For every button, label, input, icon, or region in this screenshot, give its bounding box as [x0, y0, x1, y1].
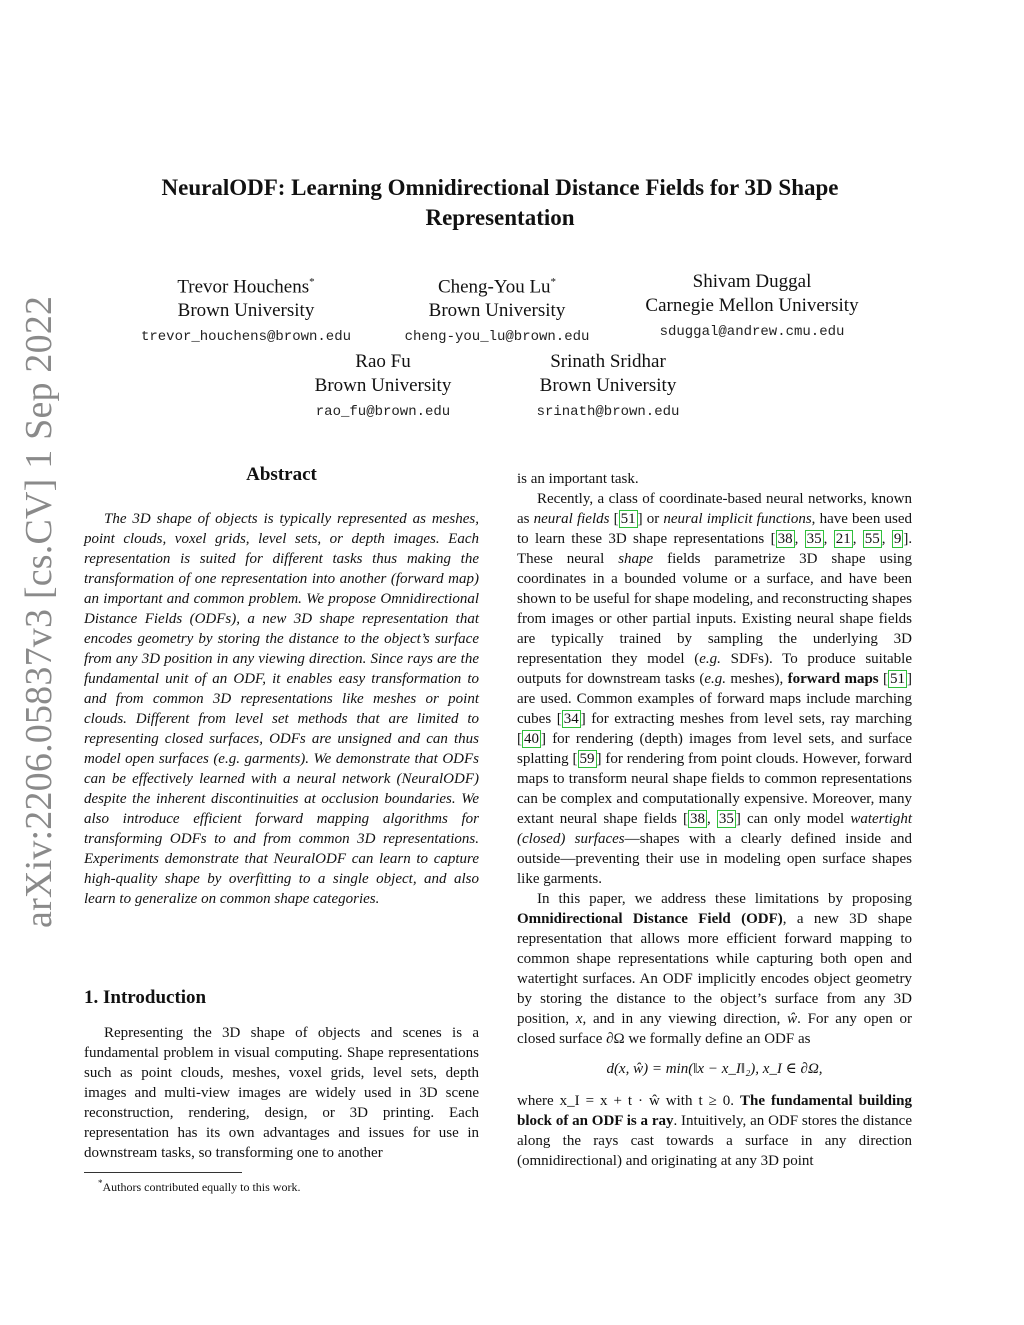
abstract-text: The 3D shape of objects is typically represented as meshes, point clouds, voxel grids, level sets, or depth images. Each representation is suited for different tasks thus making the transformation of one representation into another (forward map) an important and common problem. We propose Omnidirectional Distance Fields (ODFs), a new 3D shape representation that encodes geometry by storing the distance to the object’s surface from any 3D position in any viewing direction. Since rays are the fundamental unit of an ODF, it enables easy transformation to and from common 3D representations like meshes or point clouds. Different from level set methods that are limited to representing closed surfaces, ODFs are unsigned and can thus model open surfaces (e.g. garments). We demonstrate that ODFs can be effectively learned with a neural network (NeuralODF) despite the inherent discontinuities at occlusion boundaries. We also introduce efficient forward mapping algorithms for transforming ODFs to and from common 3D representations. Experiments demonstrate that NeuralODF can learn to capture high-quality shape by overfitting to a single object, and also learn to generalize on common shape categories. — [84, 511, 479, 907]
author-affiliation: Brown University — [177, 300, 315, 322]
paragraph-ray-definition: where x_I = x + t · ŵ with t ≥ 0. The fundamental building block of an ODF is a ray. Intuitively, an ODF stores the distance along the rays cast towards a surface in any direction (omnidirectional) and originating at any 3D point — [517, 1093, 912, 1169]
arxiv-sidebar-label[interactable]: arXiv:2206.05837v3 [cs.CV] 1 Sep 2022 — [18, 295, 60, 928]
citation-link[interactable]: 9 — [893, 531, 902, 547]
author-name: Cheng-You Lu — [437, 276, 551, 298]
author-affiliation: Carnegie Mellon University — [645, 295, 859, 316]
author-email[interactable]: cheng-you_lu@brown.edu — [404, 329, 590, 346]
introduction-paragraph: Representing the 3D shape of objects and scenes is a fundamental problem in visual computing. Shape representations such as point clouds, meshes, voxel grids, level sets, depth images and multi-view images are widely used in 3D scene reconstruction, rendering, design, or 3D printing. Each representation has its own advantages and issues for use in downstream tasks, so transforming one to another — [84, 1025, 479, 1161]
author-affiliation: Brown University — [428, 300, 566, 322]
author-block-1 — [101, 270, 391, 347]
citation-link[interactable]: 40 — [524, 731, 539, 747]
author-name: Shivam Duggal — [692, 271, 812, 292]
right-column — [517, 469, 912, 1171]
citation-link[interactable]: 38 — [777, 531, 793, 547]
title-line-1: NeuralODF: Learning Omnidirectional Distance Fields for 3D Shape — [161, 175, 839, 200]
author-affiliation: Brown University — [314, 375, 452, 396]
citation-link[interactable]: 38 — [690, 811, 706, 827]
paragraph-continuation: is an important task. — [517, 471, 639, 487]
author-block-2 — [352, 270, 642, 347]
footnote-divider — [84, 1172, 242, 1173]
citation-link[interactable]: 55 — [864, 531, 880, 547]
author-affiliation: Brown University — [539, 375, 677, 396]
author-name: Trevor Houchens — [177, 276, 310, 298]
author-block-3 — [607, 270, 897, 342]
citation-link[interactable]: 35 — [718, 811, 734, 827]
citation-link[interactable]: 59 — [579, 751, 595, 767]
equal-contribution-mark: * — [550, 276, 557, 288]
author-email[interactable]: sduggal@andrew.cmu.edu — [659, 324, 845, 340]
citation-link[interactable]: 21 — [835, 531, 851, 547]
author-email[interactable]: trevor_houchens@brown.edu — [140, 329, 352, 346]
abstract-heading: Abstract — [246, 464, 317, 485]
footnote — [98, 1178, 300, 1195]
author-name: Srinath Sridhar — [550, 351, 666, 372]
section-heading-introduction: 1. Introduction — [84, 987, 207, 1008]
author-email[interactable]: srinath@brown.edu — [536, 404, 680, 420]
paragraph-odf-proposal: In this paper, we address these limitations by proposing Omnidirectional Distance Field (ODF), a new 3D shape representation that allows more efficient forward mapping to common shape representations while capturing both open and watertight surfaces. An ODF implicitly encodes object geometry by storing the distance to the object’s surface from any 3D position, x, and in any viewing direction, ŵ. For any open or closed surface ∂Ω we formally define an ODF as — [517, 891, 913, 1047]
title-line-2: Representation — [425, 205, 575, 230]
citation-link[interactable]: 51 — [620, 511, 636, 527]
paper-title — [90, 173, 910, 233]
author-email[interactable]: rao_fu@brown.edu — [315, 404, 451, 420]
paragraph-neural-fields: Recently, a class of coordinate-based neural networks, known as neural fields [ 51 ] or neural implicit functions, have been used to learn these 3D shape representations [ 38 , 35 , 21 , 55 , 9 ]. These neural shape fields parametrize 3D shape using coordinates in a bounded volume or a surface, and have been shown to be useful for shape modeling, and reconstructing shapes from images or other partial inputs. Existing neural shape fields are typically trained by sampling the underlying 3D representation they model (e.g. SDFs). To produce suitable outputs for downstream tasks (e.g. meshes), forward maps [ 51 ] are used. Common examples of forward maps include marching cubes [ 34 ] for extracting meshes from level sets, ray marching [ 40 ] for rendering (depth) images from level sets, and surface splatting [ 59 ] for rendering from point clouds. However, forward maps to transform neural shape fields to common representations can be complex and computationally expensive. Moreover, many extant neural shape fields [ 38 , 35 ] can only model watertight (closed) surfaces—shapes with a clearly defined inside and outside—preventing their use in modeling open surface shapes like garments. — [517, 491, 913, 887]
author-name: Rao Fu — [355, 351, 411, 372]
odf-equation: d(x, ŵ) = min(‖x − x_I‖₂), x_I ∈ ∂Ω, — [606, 1061, 823, 1077]
author-block-5 — [463, 350, 753, 422]
equal-contribution-mark: * — [309, 276, 315, 288]
footnote-mark: * — [98, 1178, 103, 1188]
citation-link[interactable]: 35 — [806, 531, 822, 547]
footnote-text: Authors contributed equally to this work. — [102, 1180, 301, 1194]
citation-link[interactable]: 34 — [563, 711, 579, 727]
citation-link[interactable]: 51 — [890, 671, 905, 687]
